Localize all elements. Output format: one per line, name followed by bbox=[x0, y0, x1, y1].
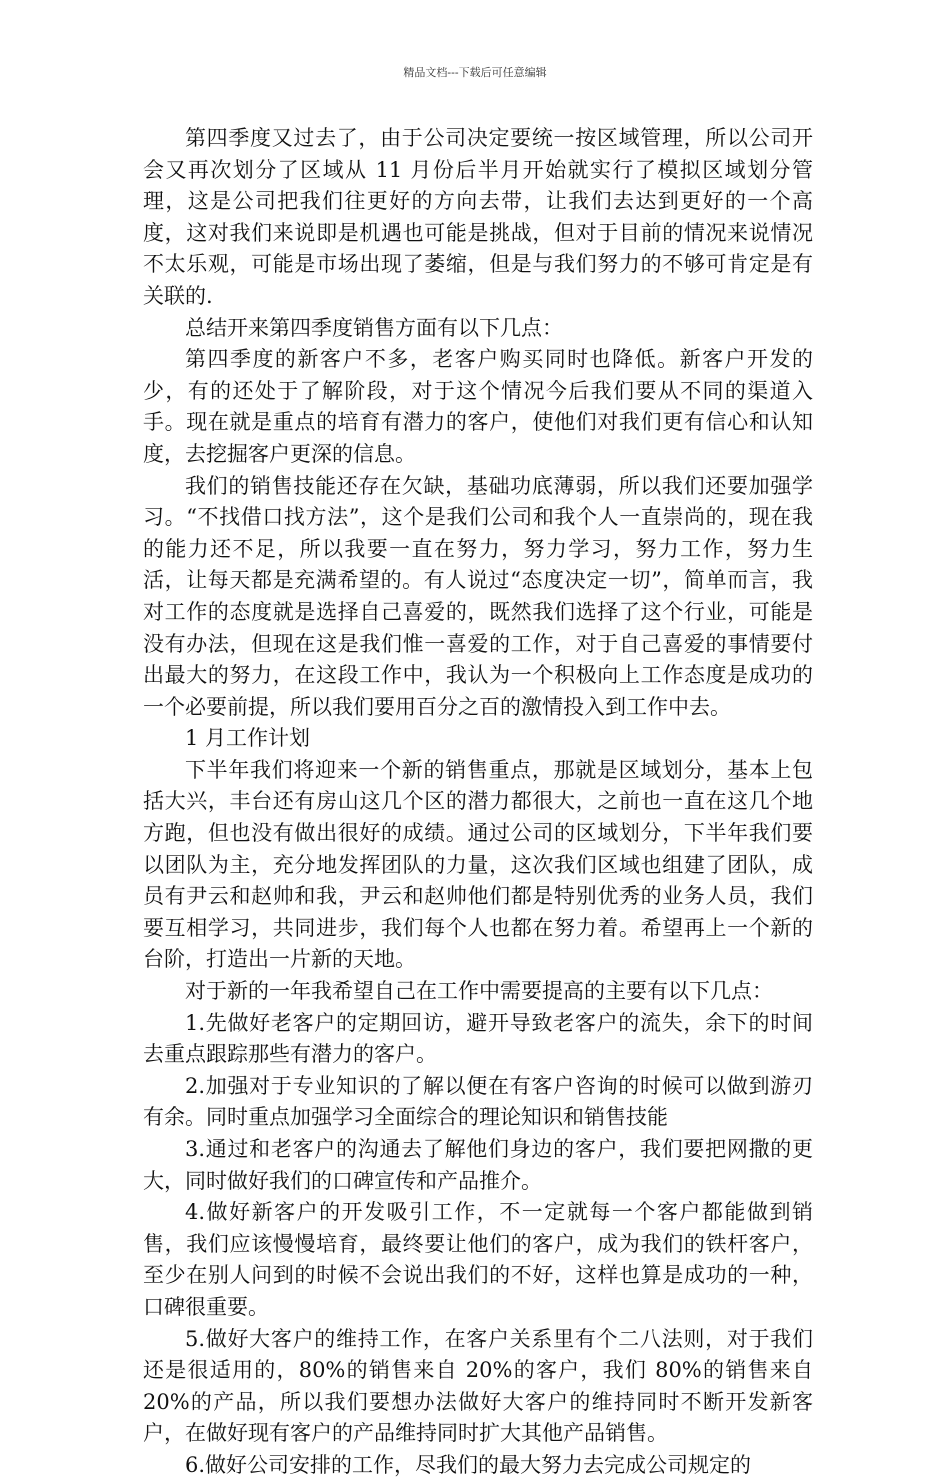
list-item-5: 5.做好大客户的维持工作，在客户关系里有个二八法则，对于我们还是很适用的，80%的销售来自 20%的客户，我们 80%的销售来自 20%的产品，所以我们要想办法做好大客户的维持同时不断开发新客户，在做好现有客户的产品维持同时扩大其他产品销售。 bbox=[143, 1326, 813, 1446]
list-item-1: 1.先做好老客户的定期回访，避开导致老客户的流失，余下的时间去重点跟踪那些有潜力的客户。 bbox=[143, 1010, 813, 1067]
list-item-6: 6.做好公司安排的工作，尽我们的最大努力去完成公司规定的 bbox=[185, 1452, 752, 1477]
paragraph-region-division: 下半年我们将迎来一个新的销售重点，那就是区域划分，基本上包括大兴，丰台还有房山这几个区的潜力都很大，之前也一直在这几个地方跑，但也没有做出很好的成绩。通过公司的区域划分，下半年我们要以团队为主，充分地发挥团队的力量，这次我们区域也组建了团队，成员有尹云和赵帅和我，尹云和赵帅他们都是特别优秀的业务人员，我们要互相学习，共同进步，我们每个人也都在努力着。希望再上一个新的台阶，打造出一片新的天地。 bbox=[143, 757, 813, 972]
page-header: 精品文档---下载后可任意编辑 bbox=[403, 66, 547, 79]
paragraph-q4-overview: 第四季度又过去了，由于公司决定要统一按区域管理，所以公司开会又再次划分了区域从 11 月份后半月开始就实行了模拟区域划分管理，这是公司把我们往更好的方向去带，让我们去达到更好的一个高度，这对我们来说即是机遇也可能是挑战，但对于目前的情况来说情况不太乐观，可能是市场出现了萎缩，但是与我们努力的不够可肯定是有关联的. bbox=[143, 126, 813, 308]
paragraph-new-customers: 第四季度的新客户不多，老客户购买同时也降低。新客户开发的少，有的还处于了解阶段，对于这个情况今后我们要从不同的渠道入手。现在就是重点的培育有潜力的客户，使他们对我们更有信心和认知度，去挖掘客户更深的信息。 bbox=[143, 347, 813, 466]
paragraph-improvement-intro: 对于新的一年我希望自己在工作中需要提高的主要有以下几点： bbox=[185, 979, 773, 1004]
paragraph-sales-skills: 我们的销售技能还存在欠缺，基础功底薄弱，所以我们还要加强学习。“不找借口找方法”，这个是我们公司和我个人一直崇尚的，现在我的能力还不足，所以我要一直在努力，努力学习，努力工作，努力生活，让每天都是充满希望的。有人说过“态度决定一切”，简单而言，我对工作的态度就是选择自己喜爱的，既然我们选择了这个行业，可能是没有办法，但现在这是我们惟一喜爱的工作，对于自己喜爱的事情要付出最大的努力，在这段工作中，我认为一个积极向上工作态度是成功的一个必要前提，所以我们要用百分之百的激情投入到工作中去。 bbox=[143, 473, 813, 719]
list-item-3: 3.通过和老客户的沟通去了解他们身边的客户，我们要把网撒的更大，同时做好我们的口碑宣传和产品推介。 bbox=[143, 1137, 813, 1193]
list-item-2: 2.加强对于专业知识的了解以便在有客户咨询的时候可以做到游刃有余。同时重点加强学习全面综合的理论知识和销售技能 bbox=[143, 1073, 813, 1130]
document-body bbox=[143, 123, 813, 1482]
list-item-4: 4.做好新客户的开发吸引工作，不一定就每一个客户都能做到销售，我们应该慢慢培育，最终要让他们的客户，成为我们的铁杆客户，至少在别人问到的时候不会说出我们的不好，这样也算是成功的一种，口碑很重要。 bbox=[143, 1200, 813, 1319]
section-heading-january-plan: 1 月工作计划 bbox=[185, 726, 311, 751]
paragraph-summary-intro: 总结开来第四季度销售方面有以下几点： bbox=[185, 315, 563, 340]
